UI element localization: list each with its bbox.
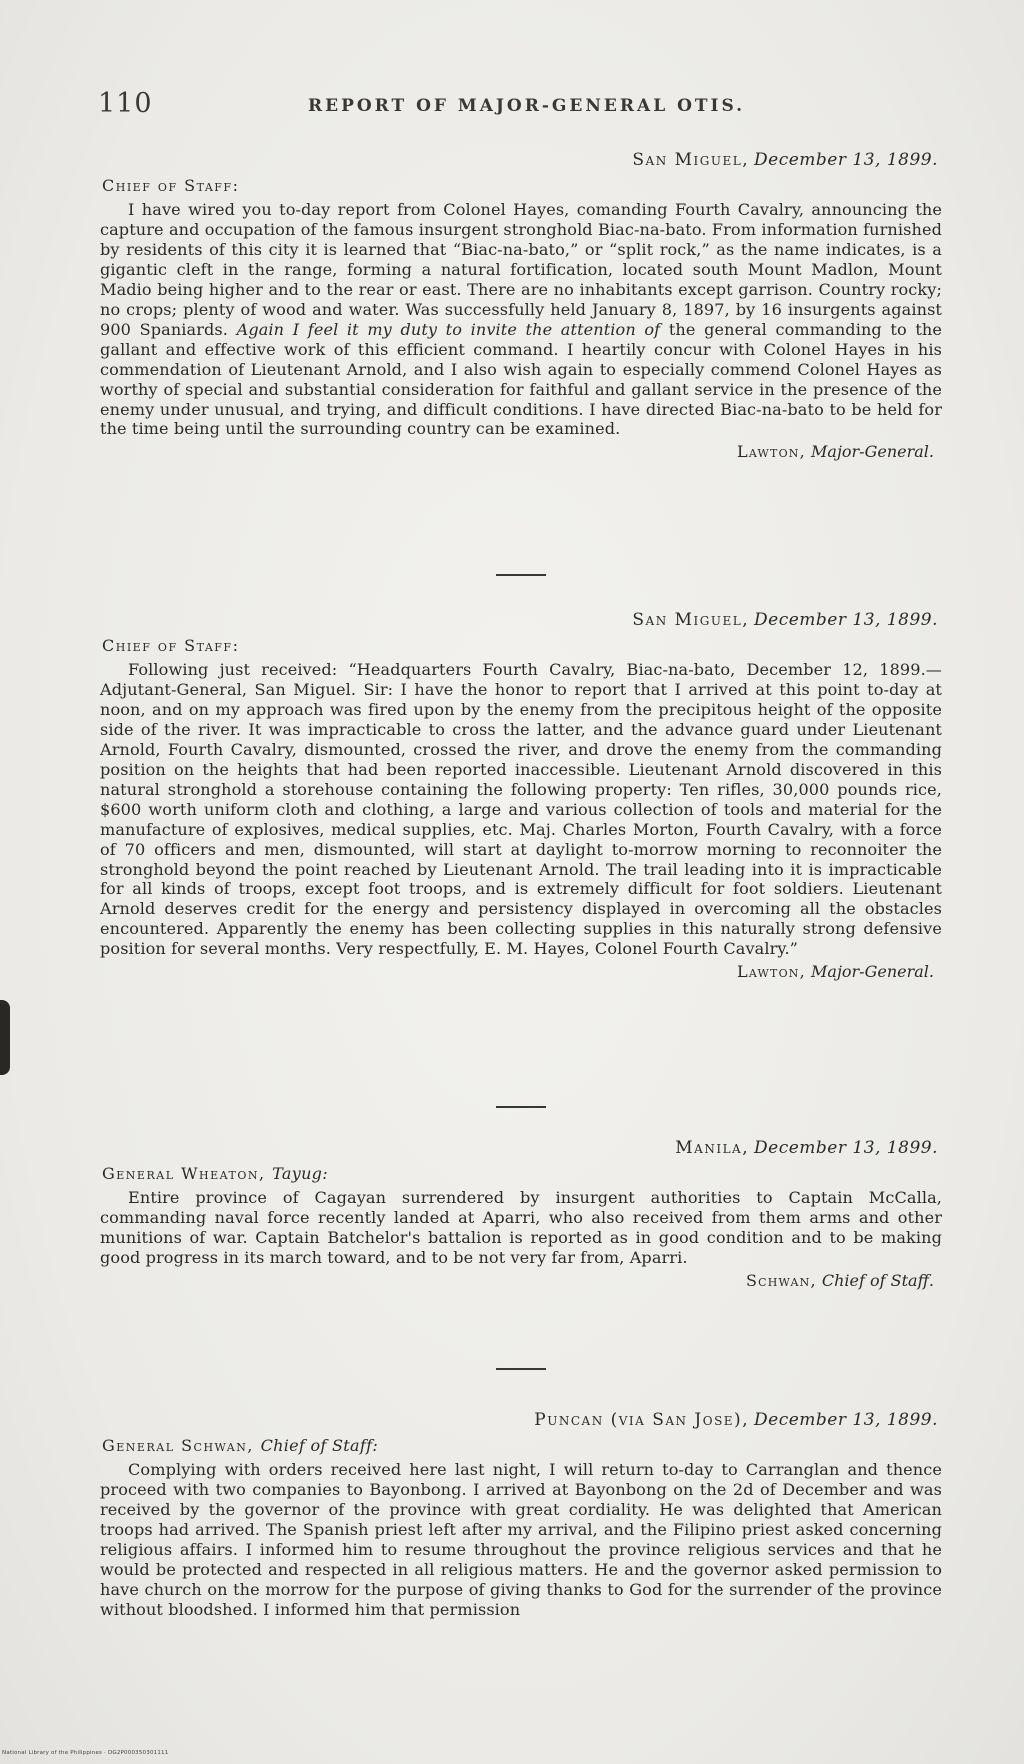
signature-title: Major-General. [811, 442, 934, 462]
section-divider [496, 1368, 546, 1370]
dispatch-2 [100, 610, 942, 981]
dateline-place: San Miguel [632, 610, 743, 630]
dateline-date: December 13, 1899. [754, 1410, 938, 1430]
addressee-name: General Schwan, [102, 1436, 254, 1455]
page-header [98, 88, 948, 128]
dateline-place: Puncan (via San Jose) [534, 1410, 743, 1430]
dispatch-body: Following just received: “Headquarters Fourth Cavalry, Biac-na-bato, December 12, 1899.—Adjutant-General, San Miguel. Sir: I have the honor to report that I arrived at this point to-day at noon, and on my approach was fired upon by the enemy from the precipitous height of the opposite side of the river. It was impracticable to cross the latter, and the advance guard under Lieutenant Arnold, Fourth Cavalry, dismounted, crossed the river, and drove the enemy from the commanding position on the heights that had been reported inaccessible. Lieutenant Arnold discovered in this natural stronghold a storehouse containing the following property: Ten rifles, 30,000 pounds rice, $600 worth uniform cloth and clothing, a large and various collection of tools and material for the manufacture of explosives, medical supplies, etc. Maj. Charles Morton, Fourth Cavalry, with a force of 70 officers and men, dismounted, will start at daylight to-morrow morning to reconnoiter the stronghold beyond the point reached by Lieutenant Arnold. The trail leading into it is impracticable for all kinds of troops, except foot troops, and is extremely difficult for foot soldiers. Lieutenant Arnold deserves credit for the energy and persistency displayed in overcoming all the obstacles encountered. Apparently the enemy has been collecting supplies in this naturally strong defensive position for several months. Very respectfully, E. M. Hayes, Colonel Fourth Cavalry.” [100, 660, 942, 959]
dateline: San Miguel, December 13, 1899. [632, 150, 938, 170]
signature-title: Major-General. [811, 962, 934, 982]
signature [100, 1271, 942, 1290]
running-title: REPORT OF MAJOR-GENERAL OTIS. [308, 96, 746, 116]
signature-name: Schwan, [745, 1270, 817, 1290]
dateline-place: San Miguel [632, 150, 743, 170]
addressee-name: General Wheaton, [102, 1164, 266, 1183]
dispatch-4 [100, 1410, 942, 1620]
dateline: Manila, December 13, 1899. [675, 1138, 938, 1158]
body-text-part: I have wired you to-day report from Colonel Hayes, comanding Fourth Cavalry, announcing the capture and occupation of the famous insurgent stronghold Biac-na-bato. From information furnished by residents of this city it is learned that “Biac-na-bato,” or “split rock,” as the name indicates, is a gigantic cleft in the range, forming a natural fortification, located south Mount Madlon, Mount Madio being higher and to the rear or east. There are no inhabitants except garrison. Country rocky; no crops; plenty of wood and water. Was successfully held January 8, 1897, by 16 insurgents against 900 Spaniards. [100, 200, 942, 339]
binding-mark [0, 1000, 10, 1075]
section-divider [496, 574, 546, 576]
signature [100, 442, 942, 461]
signature [100, 962, 942, 981]
addressee-title: Chief of Staff: [260, 1436, 379, 1455]
page-number: 110 [98, 88, 153, 119]
signature-name: Lawton, [737, 962, 806, 982]
dispatch-body: Entire province of Cagayan surrendered by insurgent authorities to Captain McCalla, commanding naval force recently landed at Aparri, who also received from them arms and other munitions of war. Captain Batchelor's battalion is reported as in good condition and to be making good progress in its march toward, and to be not very far from, Aparri. [100, 1188, 942, 1267]
signature-title: Chief of Staff. [821, 1270, 934, 1290]
dateline: Puncan (via San Jose), December 13, 1899. [534, 1410, 938, 1430]
body-text-italic: Again I feel it my duty to invite the attention of [236, 319, 661, 339]
signature-name: Lawton, [737, 442, 806, 462]
section-divider [496, 1106, 546, 1108]
dateline-date: December 13, 1899. [754, 610, 938, 630]
dispatch-1 [100, 150, 942, 461]
dateline-place: Manila [675, 1138, 743, 1158]
dateline-date: December 13, 1899. [754, 150, 938, 170]
addressee: Chief of Staff: [102, 636, 240, 655]
dispatch-body: Complying with orders received here last night, I will return to-day to Carranglan and thence proceed with two companies to Bayonbong. I arrived at Bayonbong on the 2d of December and was received by the governor of the province with great cordiality. He was delighted that American troops had arrived. The Spanish priest left after my arrival, and the Filipino priest asked concerning religious affairs. I informed him to resume throughout the province religious services and that he would be protected and respected in all religious matters. He and the governor asked permission to have church on the morrow for the purpose of giving thanks to God for the surrender of the province without bloodshed. I informed him that permission [100, 1460, 942, 1619]
addressee: Chief of Staff: [102, 176, 240, 195]
dateline-date: December 13, 1899. [754, 1138, 938, 1158]
footer-credit: National Library of the Philippines · DG2P000350301111 [2, 1750, 169, 1756]
dispatch-3 [100, 1138, 942, 1290]
addressee-title: Tayug: [272, 1164, 328, 1183]
body-text-part: the general commanding to the gallant and effective work of this efficient command. I heartily concur with Colonel Hayes in his commendation of Lieutenant Arnold, and I also wish again to especially commend Colonel Hayes as worthy of special and substantial consideration for faithful and gallant service in the presence of the enemy under unusual, and trying, and difficult conditions. I have directed Biac-na-bato to be held for the time being until the surrounding country can be examined. [100, 319, 943, 439]
dateline: San Miguel, December 13, 1899. [632, 610, 938, 630]
addressee [102, 1164, 942, 1188]
dispatch-body [100, 200, 942, 439]
addressee [102, 1436, 942, 1460]
